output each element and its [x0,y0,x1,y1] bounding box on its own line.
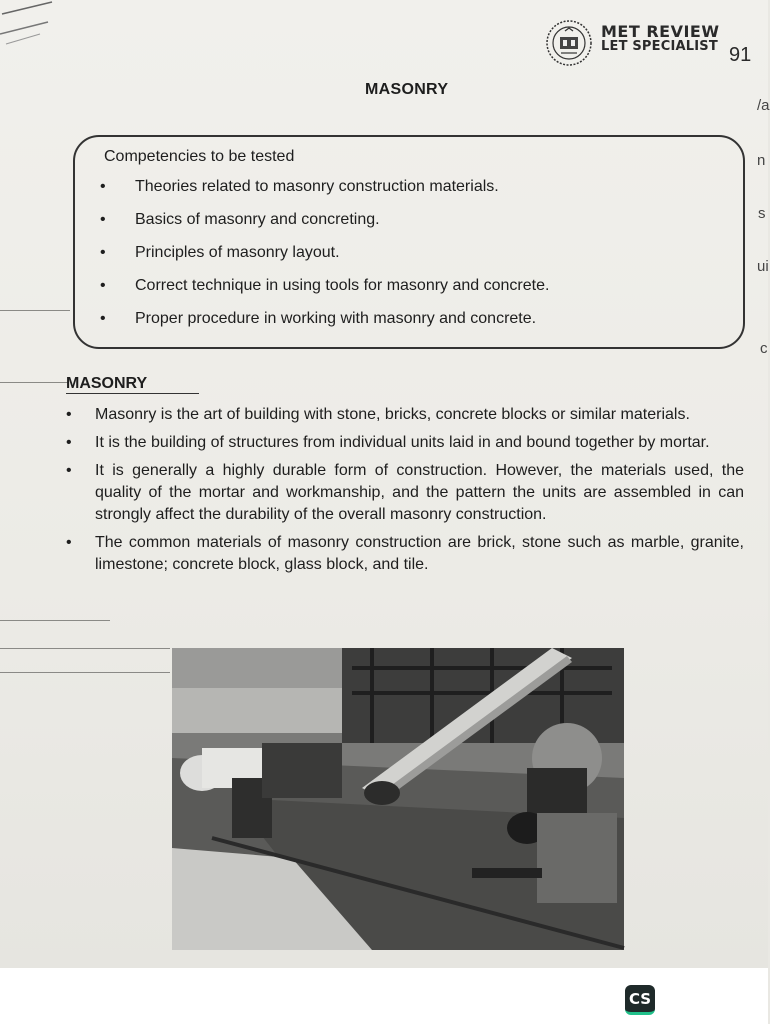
competencies-list [100,176,549,341]
competencies-heading: Competencies to be tested [104,148,295,165]
camscanner-badge[interactable]: CS [625,985,655,1015]
competency-item: • Correct technique in using tools for masonry and concrete. [100,275,549,308]
faint-rule [0,620,110,621]
faint-rule [0,382,68,383]
section-bullet: • The common materials of masonry construction are brick, stone such as marble, granite, limestone; concrete block, glass block, and tile. [62,532,744,576]
edge-fragment: /a [757,97,770,114]
edge-fragment: c [760,340,768,357]
page-number: 91 [729,44,752,66]
section-bullet-list [62,404,744,582]
section-bullet: • Masonry is the art of building with stone, bricks, concrete blocks or similar materials. [62,404,744,426]
edge-fragment: s [758,205,766,222]
faint-rule [0,672,170,673]
competency-item: • Theories related to masonry construction materials. [100,176,549,209]
brand-text [601,24,720,54]
section-bullet: • It is the building of structures from individual units laid in and bound together by mortar. [62,432,744,454]
edge-fragment: ui [757,258,769,275]
brand-line-2: LET SPECIALIST [601,39,718,54]
seal-logo-icon [545,19,593,67]
brand-line-1: MET REVIEW [601,22,720,41]
photo-illustration [172,648,624,950]
section-bullet: • It is generally a highly durable form of construction. However, the materials used, the quality of the mortar and workmanship, and the pattern the units are assembled in can strongly affect the durability of the overall masonry construction. [62,460,744,526]
competency-item: • Proper procedure in working with masonry and concrete. [100,308,549,341]
faint-rule [0,310,70,311]
competency-item: • Principles of masonry layout. [100,242,549,275]
section-heading: MASONRY [66,375,199,394]
concrete-pouring-photo [172,648,624,950]
faint-rule [0,648,170,649]
competency-item: • Basics of masonry and concreting. [100,209,549,242]
pen-marks [0,0,60,60]
page-title: MASONRY [365,81,449,98]
edge-fragment: n [757,152,766,169]
